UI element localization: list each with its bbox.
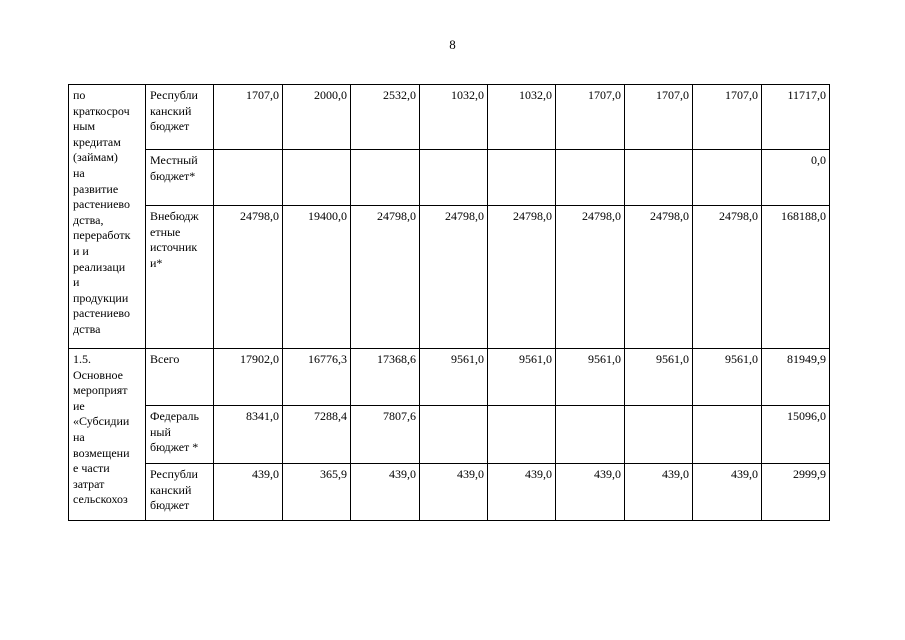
table-row: [69, 464, 830, 521]
table-row: [69, 349, 830, 406]
year-value-cell: 17902,0: [214, 349, 283, 406]
measure-label-line: ие: [73, 398, 85, 413]
funding-source-line: бюджет*: [150, 168, 196, 183]
funding-source-cell: [146, 464, 214, 521]
year-value-cell: [420, 150, 488, 206]
year-value-cell: 24798,0: [693, 206, 762, 349]
year-value-cell: 365,9: [283, 464, 351, 521]
year-value-cell: 439,0: [556, 464, 625, 521]
funding-source-line: канский: [150, 103, 192, 118]
year-value-cell: [214, 150, 283, 206]
year-value-cell: 19400,0: [283, 206, 351, 349]
funding-source-line: канский: [150, 482, 192, 497]
funding-source-line: и*: [150, 255, 163, 270]
funding-source-cell: [146, 206, 214, 349]
measure-label-line: на: [73, 429, 85, 444]
year-value-cell: 24798,0: [556, 206, 625, 349]
measure-label-line: кредитам: [73, 134, 121, 149]
measure-label-line: «Субсидии: [73, 414, 130, 429]
measure-label-line: затрат: [73, 476, 105, 491]
year-value-cell: 9561,0: [488, 349, 556, 406]
year-value-cell: [488, 406, 556, 464]
year-value-cell: 439,0: [488, 464, 556, 521]
year-value-cell: [420, 406, 488, 464]
year-value-cell: [625, 406, 693, 464]
funding-source-cell: [146, 85, 214, 150]
year-value-cell: 1032,0: [420, 85, 488, 150]
year-value-cell: 9561,0: [625, 349, 693, 406]
measure-label-line: на: [73, 165, 85, 180]
year-value-cell: 8341,0: [214, 406, 283, 464]
total-value-cell: 15096,0: [762, 406, 830, 464]
funding-source-line: Внебюдж: [150, 209, 199, 223]
funding-source-cell: [146, 406, 214, 464]
total-value-cell: 168188,0: [762, 206, 830, 349]
measure-label-line: переработк: [73, 228, 131, 243]
page-number: 8: [449, 37, 456, 52]
year-value-cell: [283, 150, 351, 206]
measure-label-line: развитие: [73, 181, 119, 196]
table-row: [69, 206, 830, 349]
year-value-cell: 9561,0: [556, 349, 625, 406]
funding-source-line: источник: [150, 240, 198, 255]
measure-label-line: продукции: [73, 290, 129, 305]
funding-source-line: Местный: [150, 153, 198, 167]
year-value-cell: [556, 150, 625, 206]
funding-source-line: Федераль: [150, 409, 199, 423]
funding-source-line: Всего: [150, 352, 180, 366]
measure-label-line: ным: [73, 119, 96, 134]
total-value-cell: 0,0: [762, 150, 830, 206]
year-value-cell: 1707,0: [556, 85, 625, 150]
measure-label-line: Основное: [73, 367, 123, 382]
year-value-cell: 24798,0: [625, 206, 693, 349]
funding-source-line: бюджет: [150, 119, 190, 134]
measure-label-line: растениево: [73, 197, 130, 212]
measure-label-line: реализаци: [73, 259, 126, 274]
measure-label-line: краткосроч: [73, 103, 130, 118]
funding-source-line: бюджет *: [150, 440, 199, 455]
year-value-cell: [693, 150, 762, 206]
measure-label-line: дства,: [73, 212, 104, 227]
year-value-cell: 16776,3: [283, 349, 351, 406]
funding-source-line: Республи: [150, 88, 198, 102]
year-value-cell: [693, 406, 762, 464]
measure-label-cell: [69, 85, 146, 349]
measure-label-line: по: [73, 88, 86, 102]
measure-label-line: дства: [73, 321, 101, 336]
year-value-cell: 24798,0: [488, 206, 556, 349]
measure-label-line: е части: [73, 461, 110, 476]
year-value-cell: 439,0: [420, 464, 488, 521]
year-value-cell: 2000,0: [283, 85, 351, 150]
year-value-cell: 1707,0: [693, 85, 762, 150]
year-value-cell: 9561,0: [693, 349, 762, 406]
year-value-cell: 7288,4: [283, 406, 351, 464]
funding-source-line: бюджет: [150, 498, 190, 513]
funding-source-line: ный: [150, 424, 171, 439]
year-value-cell: 439,0: [351, 464, 420, 521]
total-value-cell: 2999,9: [762, 464, 830, 521]
funding-source-line: етные: [150, 224, 181, 239]
year-value-cell: 24798,0: [214, 206, 283, 349]
measure-label-line: 1.5.: [73, 352, 91, 366]
year-value-cell: 24798,0: [351, 206, 420, 349]
measure-label-line: сельскохоз: [73, 492, 128, 507]
funding-source-line: Республи: [150, 467, 198, 481]
funding-source-cell: [146, 150, 214, 206]
year-value-cell: 24798,0: [420, 206, 488, 349]
measure-label-line: возмещени: [73, 445, 130, 460]
year-value-cell: 9561,0: [420, 349, 488, 406]
funding-source-cell: [146, 349, 214, 406]
budget-table: [68, 84, 830, 521]
year-value-cell: [488, 150, 556, 206]
measure-label-cell: [69, 349, 146, 521]
measure-label-line: растениево: [73, 306, 130, 321]
measure-label-line: и: [73, 275, 80, 290]
year-value-cell: 7807,6: [351, 406, 420, 464]
year-value-cell: 439,0: [214, 464, 283, 521]
year-value-cell: [625, 150, 693, 206]
table-body: [69, 85, 830, 521]
year-value-cell: 439,0: [693, 464, 762, 521]
year-value-cell: [556, 406, 625, 464]
table-row: [69, 85, 830, 150]
table-row: [69, 406, 830, 464]
table-row: [69, 150, 830, 206]
year-value-cell: 17368,6: [351, 349, 420, 406]
year-value-cell: 1707,0: [625, 85, 693, 150]
year-value-cell: [351, 150, 420, 206]
year-value-cell: 2532,0: [351, 85, 420, 150]
measure-label-line: мероприят: [73, 383, 128, 398]
year-value-cell: 1032,0: [488, 85, 556, 150]
measure-label-line: (займам): [73, 150, 118, 165]
measure-label-line: и и: [73, 243, 89, 258]
year-value-cell: 439,0: [625, 464, 693, 521]
total-value-cell: 81949,9: [762, 349, 830, 406]
year-value-cell: 1707,0: [214, 85, 283, 150]
total-value-cell: 11717,0: [762, 85, 830, 150]
